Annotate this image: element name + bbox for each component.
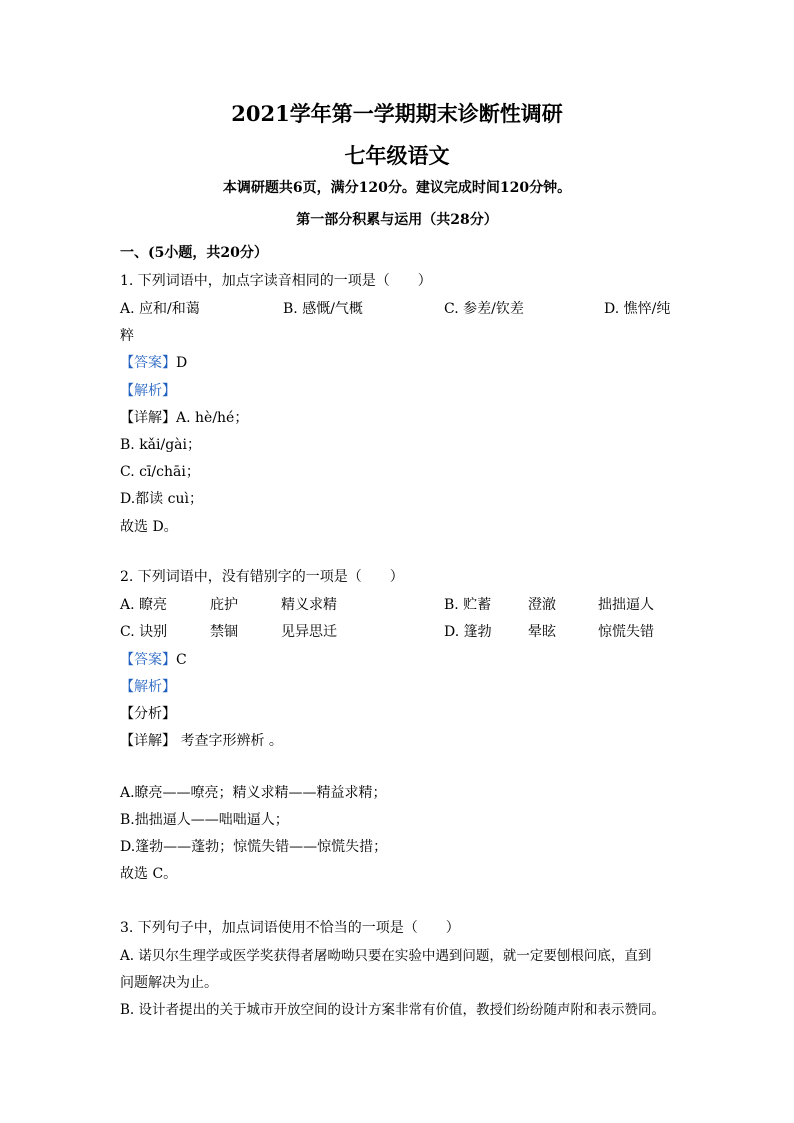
q2-detail (120, 731, 283, 751)
q2-detail-a: A.瞭亮——嘹亮；精义求精——精益求精； (120, 785, 387, 801)
detail-item: A. hè/hé； (176, 410, 249, 426)
q2-option-a-word2: 庇护 (210, 597, 238, 613)
q1-analysis-label: 【解析】 (120, 383, 176, 399)
q1-detail-c: C. cī/chāi； (120, 464, 200, 480)
q1-conclusion: 故选 D。 (120, 519, 178, 535)
q2-answer (120, 650, 187, 670)
answer-label: 【答案】 (120, 355, 176, 371)
q2-option-b-word2: 澄澈 (528, 597, 556, 613)
q1-option-d-wrap: 粹 (120, 328, 134, 344)
q3-stem: 3. 下列句子中，加点词语使用不恰当的一项是（ ） (120, 920, 460, 936)
section-heading: 一、(5小题，共20分） (120, 245, 268, 261)
q2-option-a-word1: A. 瞭亮 (120, 597, 168, 613)
detail-text: 考查字形辨析 。 (180, 733, 283, 749)
q1-option-b: B. 感慨/气概 (283, 301, 363, 317)
q2-conclusion: 故选 C。 (120, 866, 178, 882)
exam-info: 本调研题共6页，满分120分。建议完成时间120分钟。 (222, 180, 572, 196)
part-heading: 第一部分积累与运用（共28分） (296, 212, 498, 228)
answer-label: 【答案】 (120, 652, 176, 668)
q2-option-a-word3: 精义求精 (281, 597, 337, 613)
q2-option-b-word3: 拙拙逼人 (598, 597, 654, 613)
q1-answer (120, 353, 187, 373)
q1-detail-b: B. kǎi/gài； (120, 437, 201, 453)
q2-option-b-word1: B. 贮蓄 (444, 597, 492, 613)
exam-title: 2021学年第一学期期末诊断性调研 (231, 101, 563, 126)
q2-option-d-word1: D. 篷勃 (444, 624, 492, 640)
q2-analysis-label: 【解析】 (120, 679, 176, 695)
q2-detail-d: D.篷勃——蓬勃；惊慌失错——惊慌失措； (120, 839, 388, 855)
q1-option-c: C. 参差/钦差 (444, 301, 524, 317)
q2-stem: 2. 下列词语中，没有错别字的一项是（ ） (120, 569, 404, 585)
q2-option-c-word3: 见异思迁 (281, 624, 337, 640)
q3-option-a-line1: A. 诺贝尔生理学或医学奖获得者屠呦呦只要在实验中遇到问题，就一定要刨根问底，直到 (120, 948, 652, 964)
q2-fenxi-label: 【分析】 (120, 706, 176, 722)
exam-subject: 七年级语文 (344, 143, 450, 168)
answer-value: C (176, 652, 187, 668)
q1-stem: 1. 下列词语中，加点字读音相同的一项是（ ） (120, 273, 432, 289)
q2-option-c-word1: C. 诀别 (120, 624, 168, 640)
answer-value: D (176, 355, 188, 371)
q3-option-a-line2: 问题解决为止。 (120, 975, 218, 991)
q2-option-d-word3: 惊慌失错 (598, 624, 654, 640)
q1-option-a: A. 应和/和蔼 (120, 301, 200, 317)
q3-option-b-line1: B. 设计者提出的关于城市开放空间的设计方案非常有价值，教授们纷纷随声附和表示赞同。 (120, 1002, 666, 1018)
detail-label: 【详解】 (120, 410, 176, 426)
q2-option-d-word2: 晕眩 (528, 624, 556, 640)
q2-detail-b: B.拙拙逼人——咄咄逼人； (120, 812, 289, 828)
detail-label: 【详解】 (120, 733, 176, 749)
q1-detail-d: D.都读 cuì； (120, 491, 203, 507)
q1-detail (120, 408, 248, 428)
q1-option-d: D. 憔悴/纯 (604, 301, 671, 317)
q2-option-c-word2: 禁锢 (210, 624, 238, 640)
